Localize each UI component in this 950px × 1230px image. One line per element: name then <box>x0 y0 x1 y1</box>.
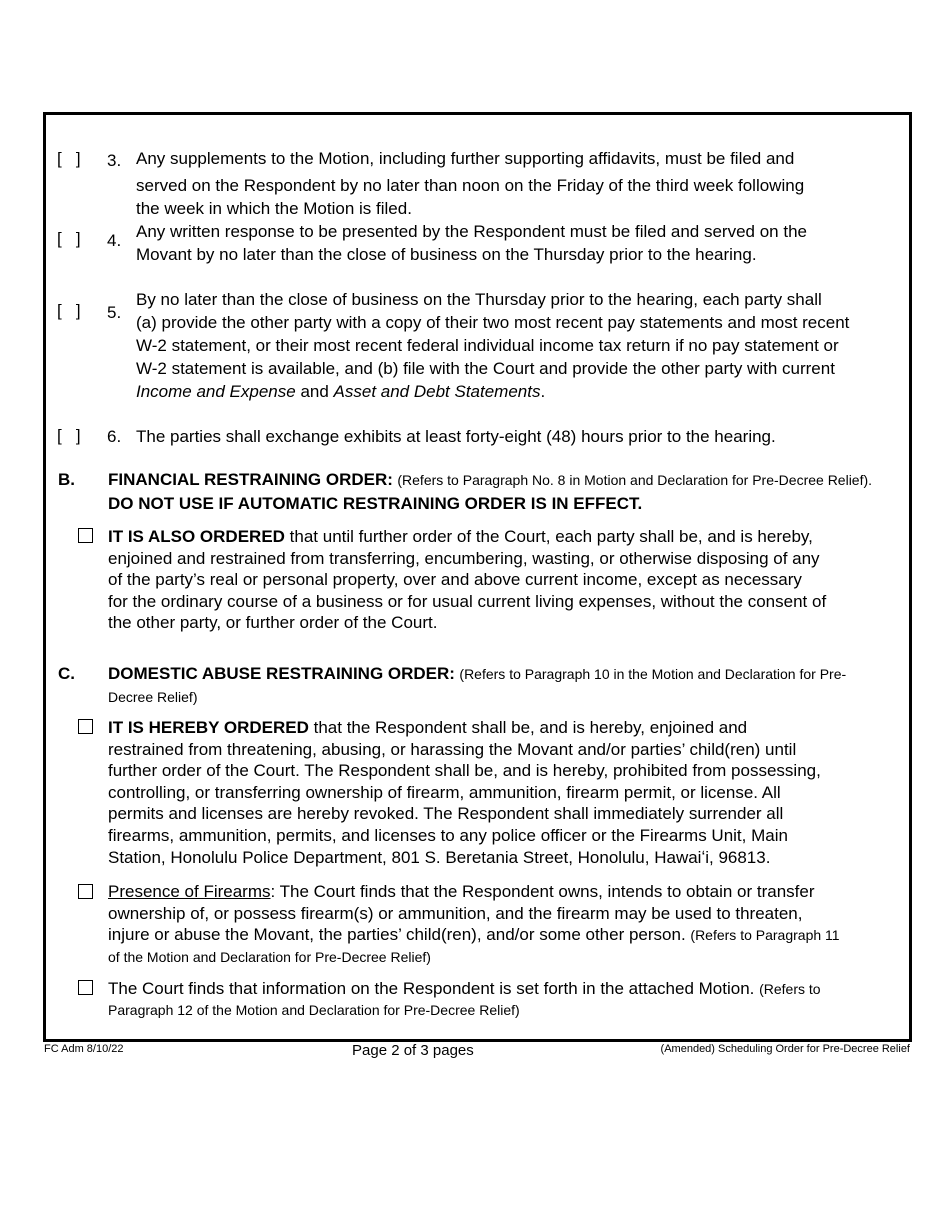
section-c-ref: (Refers to Paragraph 10 in the Motion and Declaration for Pre- <box>459 666 847 682</box>
income-expense-title: Income and Expense <box>136 382 296 401</box>
firearms-text: Presence of Firearms: The Court finds that the Respondent owns, intends to obtain or transfer ownership of, or possess firearm(s) or ammunition, and the firearm may be used to threaten, injure or abuse the Movant, the parties’ child(ren), and/or some other person. (Refers to Paragraph 11 of the Motion and Declaration for Pre-Decree Relief) <box>108 882 840 965</box>
section-b-title: FINANCIAL RESTRAINING ORDER: <box>108 470 393 489</box>
item-6-number: 6. <box>107 427 122 446</box>
item-3-text: Any supplements to the Motion, including further supporting affidavits, must be filed and served on the Respondent by no later than noon on the Friday of the third week following the week in which the Motion is filed. <box>136 149 805 218</box>
item-5-number: 5. <box>107 303 122 322</box>
item-5-text: By no later than the close of business on the Thursday prior to the hearing, each party shall (a) provide the other party with a copy of their two most recent pay statements and most recent W-2 statement, or their most recent federal individual income tax return if no pay statement or W-2 statement is available, and (b) file with the Court and provide the other party with current Income and Expense and Asset and Debt Statements. <box>136 290 850 401</box>
item-4-checkbox[interactable]: [ ] <box>57 229 81 248</box>
item-3-checkbox[interactable]: [ ] <box>57 149 81 168</box>
respondent-info-text: The Court finds that information on the Respondent is set forth in the attached Motion. (Refers to Paragraph 12 of the Motion and Declaration for Pre-Decree Relief) <box>108 979 821 1018</box>
item-5-checkbox[interactable]: [ ] <box>57 301 81 320</box>
domestic-abuse-order-checkbox[interactable] <box>78 719 93 734</box>
section-c-heading: DOMESTIC ABUSE RESTRAINING ORDER: (Refers to Paragraph 10 in the Motion and Declaration for Pre- Decree Relief) <box>108 664 847 705</box>
respondent-info-checkbox[interactable] <box>78 980 93 995</box>
section-b-heading <box>108 468 908 515</box>
item-6-checkbox[interactable]: [ ] <box>57 426 81 445</box>
form-title: (Amended) Scheduling Order for Pre-Decree Relief <box>660 1043 910 1055</box>
section-c-letter: C. <box>58 664 75 683</box>
item-4-number: 4. <box>107 231 122 250</box>
item-6-text: The parties shall exchange exhibits at least forty-eight (48) hours prior to the hearing. <box>136 427 776 446</box>
section-c-title: DOMESTIC ABUSE RESTRAINING ORDER: <box>108 664 455 683</box>
domestic-abuse-order-text: IT IS HEREBY ORDERED that the Respondent shall be, and is hereby, enjoined and restrained from threatening, abusing, or harassing the Movant and/or parties’ child(ren) until further order of the Court. The Respondent shall be, and is hereby, prohibited from possessing, controlling, or transferring ownership of firearm, ammunition, firearm permit, or license. All permits and licenses are hereby revoked. The Respondent shall immediately surrender all firearms, ammunition, permits, and licenses to any police officer or the Firearms Unit, Main Station, Honolulu Police Department, 801 S. Beretania Street, Honolulu, Hawaiʻi, 96813. <box>108 718 821 867</box>
page-number: Page 2 of 3 pages <box>352 1042 474 1059</box>
financial-order-text: IT IS ALSO ORDERED that until further order of the Court, each party shall be, and is hereby, enjoined and restrained from transferring, encumbering, wasting, or otherwise disposing of any of the party’s real or personal property, over and above current income, except as necessary for the ordinary course of a business or for usual current living expenses, without the consent of the other party, or further order of the Court. <box>108 527 827 632</box>
section-b-letter: B. <box>58 470 75 489</box>
item-3-number: 3. <box>107 151 122 170</box>
asset-debt-title: Asset and Debt Statements <box>333 382 541 401</box>
financial-order-checkbox[interactable] <box>78 528 93 543</box>
section-b-warning: DO NOT USE IF AUTOMATIC RESTRAINING ORDER IS IN EFFECT. <box>108 494 643 513</box>
section-b-ref: (Refers to Paragraph No. 8 in Motion and Declaration for Pre-Decree Relief). <box>397 472 873 488</box>
item-4-text: Any written response to be presented by the Respondent must be filed and served on the Movant by no later than the close of business on the Thursday prior to the hearing. <box>136 222 807 264</box>
form-code: FC Adm 8/10/22 <box>44 1043 124 1055</box>
firearms-checkbox[interactable] <box>78 884 93 899</box>
